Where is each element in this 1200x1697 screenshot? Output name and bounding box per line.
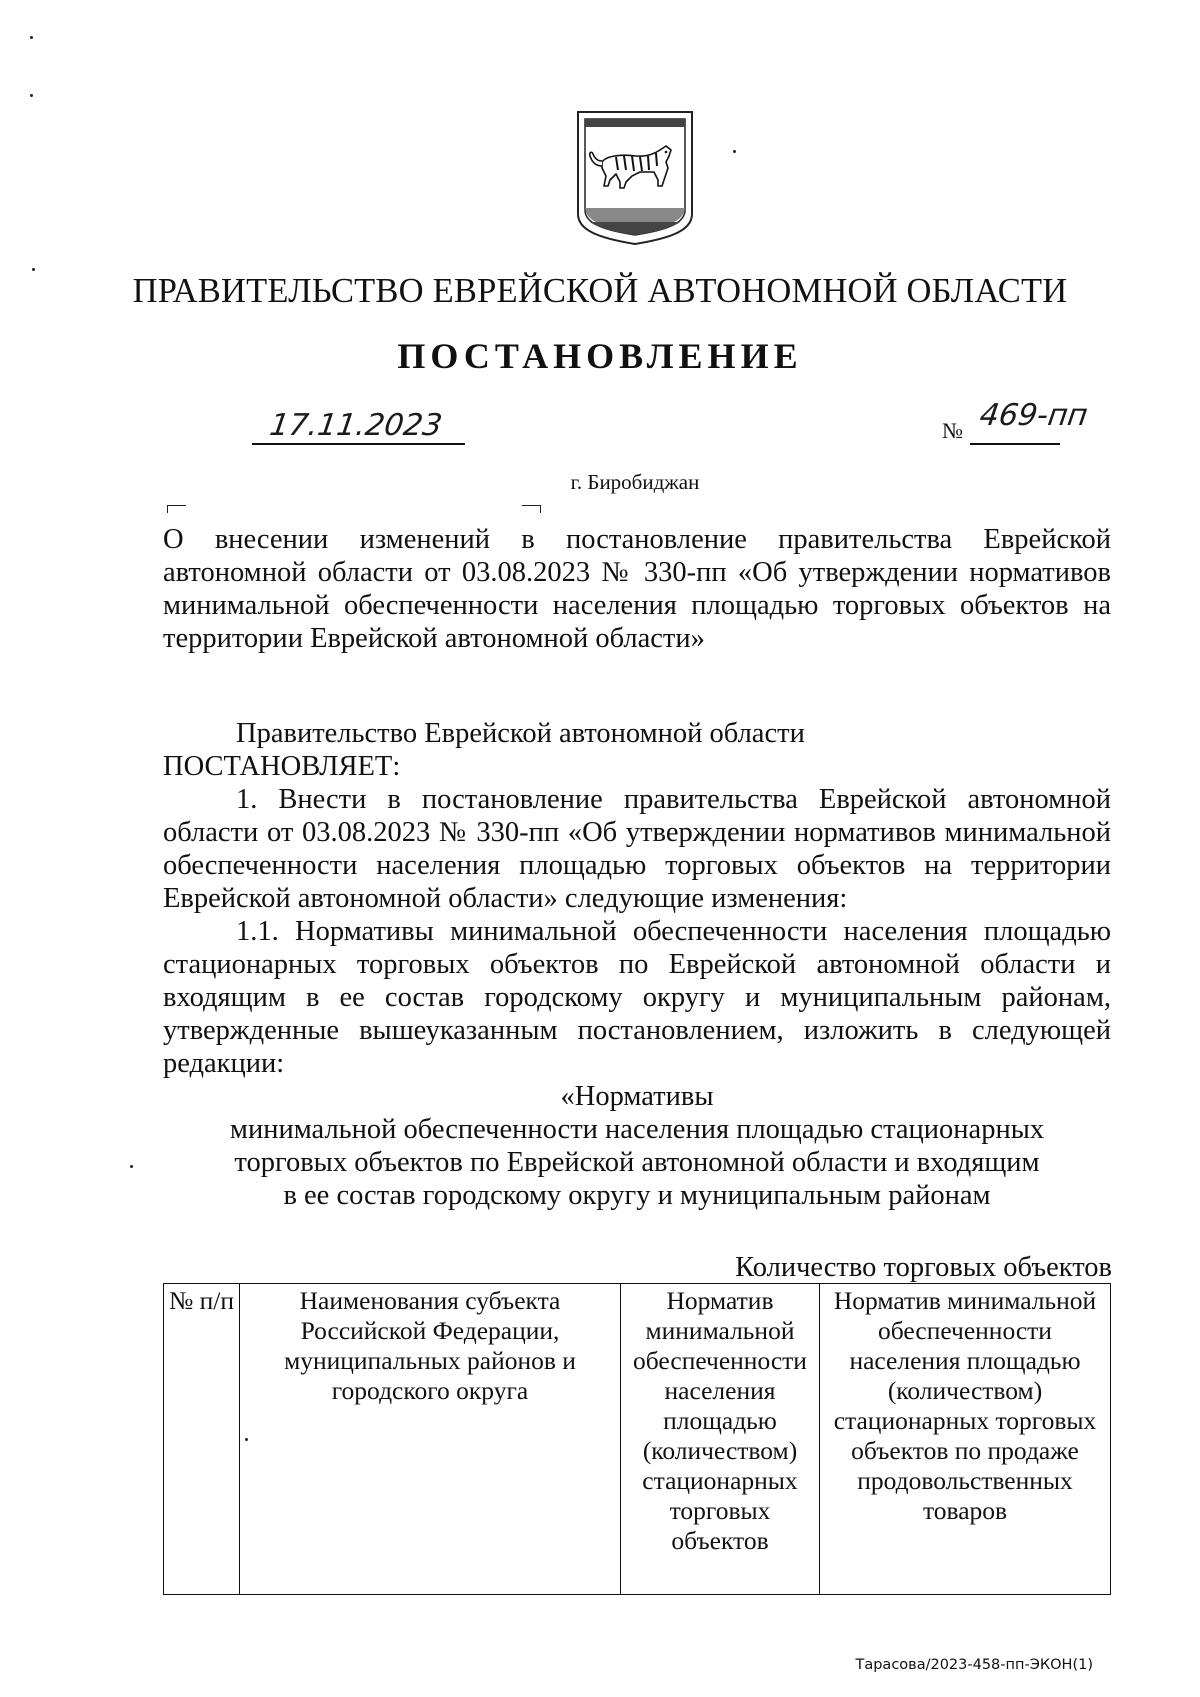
document-date: 17.11.2023 xyxy=(267,408,445,443)
header-cell-norm-total: Норматив минимальной обеспеченности населения площадью (количеством) стационарных торговых объектов xyxy=(621,1284,820,1595)
subject-corner-right xyxy=(522,505,541,513)
scan-speck xyxy=(130,1165,133,1168)
caption-line: в ее состав городскому округу и муниципальным районам xyxy=(283,1180,991,1211)
date-underline xyxy=(252,443,465,445)
caption-title: «Нормативы xyxy=(560,1081,714,1112)
header-cell-number: № п/п xyxy=(164,1284,240,1595)
point-1: 1. Внести в постановление правительства Еврейской автономной области от 03.08.2023 № 330-пп «Об утверждении нормативов минимальной обеспеченности населения площадью торговых объектов на территории Еврейской автономной области» следующие изменения: xyxy=(163,784,1111,914)
scan-speck xyxy=(30,36,33,39)
point-1-1: 1.1. Нормативы минимальной обеспеченности населения площадью стационарных торговых объектов по Еврейской автономной области и входящим в ее состав городскому округу и муниципальным районам, утвержденные вышеуказанным постановлением, изложить в следующей редакции: xyxy=(163,916,1111,1079)
table-header-row xyxy=(164,1284,1111,1595)
scan-speck xyxy=(30,94,33,97)
header-cell-name: Наименования субъекта Российской Федерации, муниципальных районов и городского округа xyxy=(240,1284,621,1595)
caption-line: торговых объектов по Еврейской автономной области и входящим xyxy=(234,1147,1040,1178)
document-body xyxy=(163,717,1111,1212)
document-subject: О внесении изменений в постановление правительства Еврейской автономной области от 03.08.2023 № 330-пп «Об утверждении нормативов минимальной обеспеченности населения площадью торговых объектов на территории Еврейской автономной области» xyxy=(163,524,1111,654)
norms-table xyxy=(163,1283,1111,1595)
coat-of-arms-tiger-icon xyxy=(576,110,694,246)
document-type-title: ПОСТАНОВЛЕНИЕ xyxy=(397,336,803,376)
document-number: 469-пп xyxy=(977,398,1090,433)
scan-speck xyxy=(32,268,35,271)
number-sign: № xyxy=(942,418,963,443)
organization-name: ПРАВИТЕЛЬСТВО ЕВРЕЙСКОЙ АВТОНОМНОЙ ОБЛАСТИ xyxy=(132,272,1068,310)
subject-corner-left xyxy=(167,505,186,513)
header-cell-norm-food: Норматив минимальной обеспеченности населения площадью (количеством) стационарных торговых объектов по продаже продовольственных товаров xyxy=(820,1284,1111,1595)
scan-speck xyxy=(733,150,736,153)
footer-reference: Тарасова/2023-458-пп-ЭКОН(1) xyxy=(855,1657,1093,1673)
scan-speck xyxy=(245,1438,248,1441)
number-underline xyxy=(970,443,1060,445)
table-unit-label: Количество торговых объектов xyxy=(735,1252,1112,1283)
caption-line: минимальной обеспеченности населения площадью стационарных xyxy=(229,1114,1045,1145)
intro-text: Правительство Еврейской автономной области xyxy=(236,718,805,749)
city-name: г. Биробиджан xyxy=(570,470,700,494)
decree-text: ПОСТАНОВЛЯЕТ: xyxy=(163,751,401,782)
